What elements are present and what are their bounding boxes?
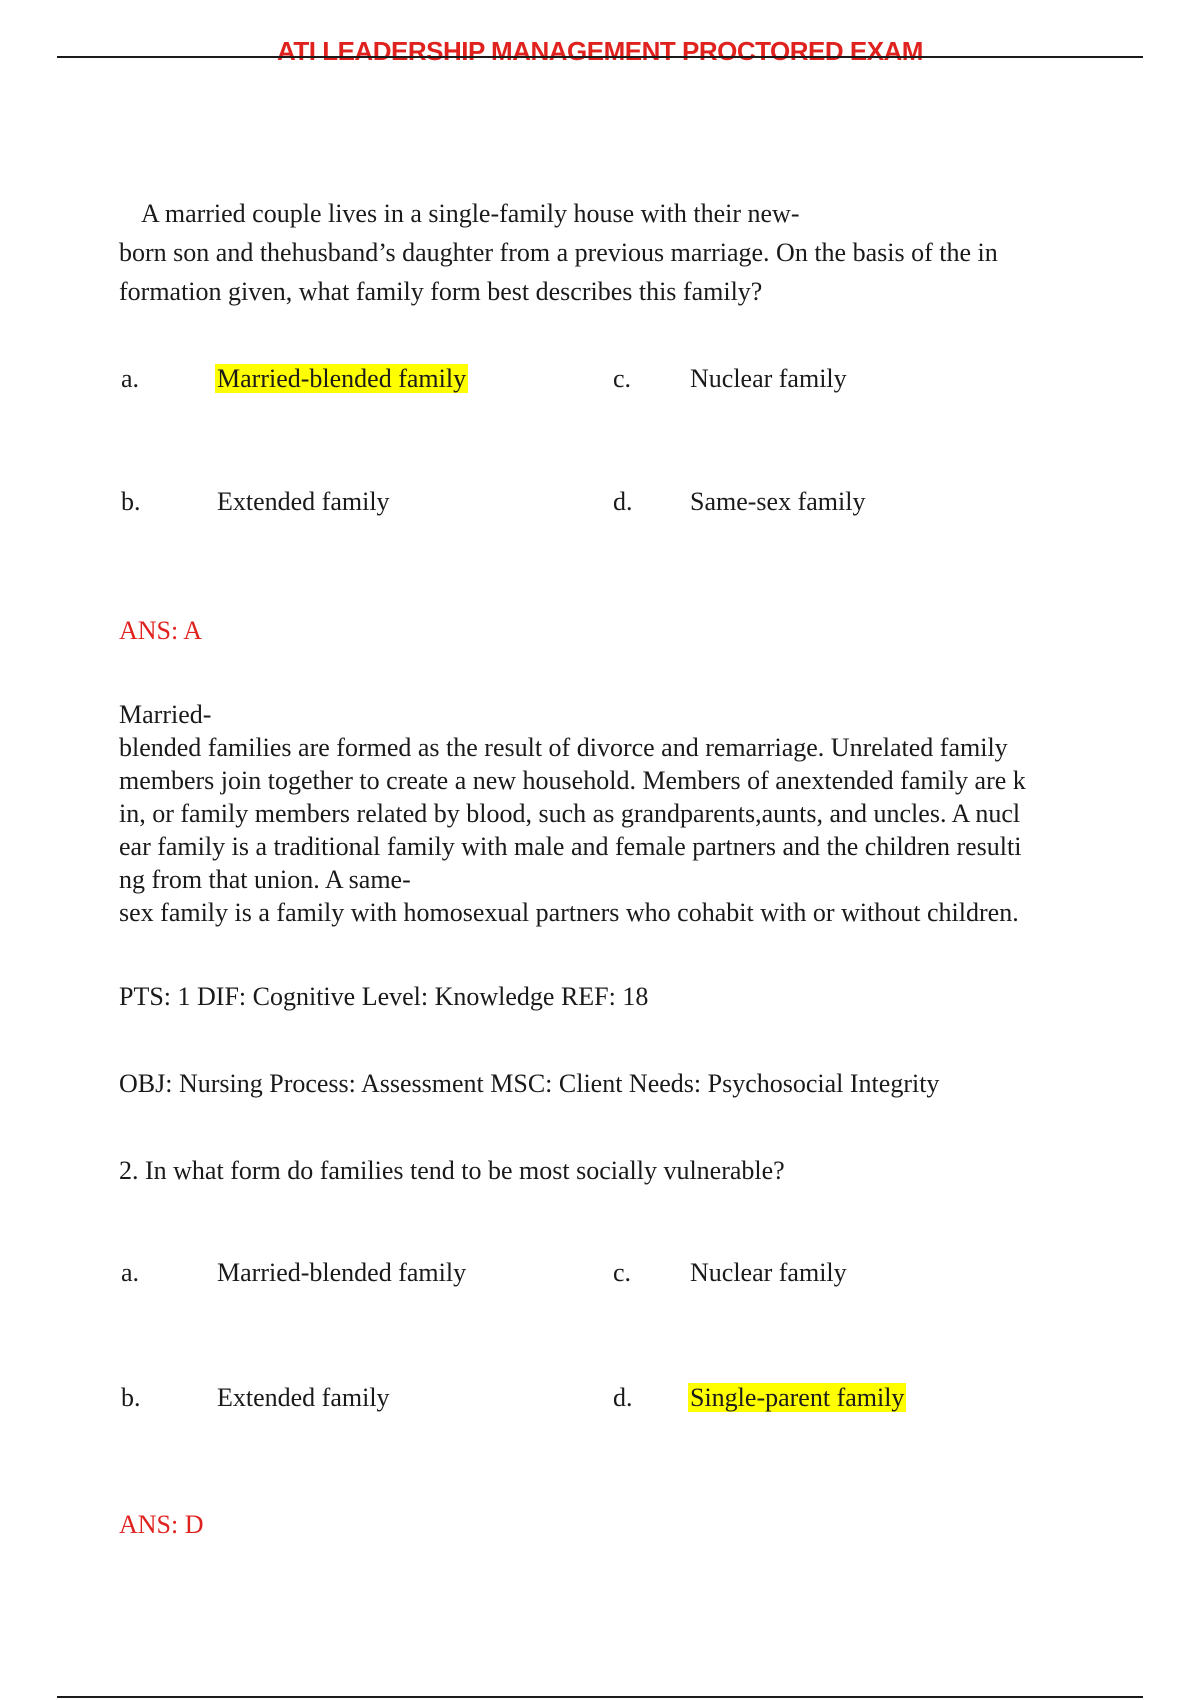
rationale-line: in, or family members related by blood, such as grandparents,aunts, and uncles. A nucl [119, 799, 1021, 828]
stem-line: A married couple lives in a single-family house with their new- [141, 199, 800, 228]
q2-option-b-text: Extended family [217, 1383, 390, 1412]
q2-option-c-text: Nuclear family [690, 1258, 847, 1287]
question-2-stem: 2. In what form do families tend to be most socially vulnerable? [119, 1156, 785, 1185]
rationale-line: sex family is a family with homosexual partners who cohabit with or without children. [119, 898, 1019, 927]
q1-option-c-text: Nuclear family [690, 364, 847, 393]
q1-rationale [119, 698, 1026, 929]
q2-option-d[interactable] [688, 1381, 906, 1415]
q2-option-d-letter: d. [613, 1383, 633, 1412]
q1-option-a-letter: a. [121, 364, 140, 393]
q2-option-a-letter: a. [121, 1258, 140, 1287]
q1-answer: ANS: A [119, 616, 203, 645]
q1-option-c[interactable] [690, 362, 847, 396]
q2-option-a-text: Married-blended family [217, 1258, 467, 1287]
q1-option-a-text: Married-blended family [217, 364, 467, 393]
footer-rule [57, 1696, 1143, 1698]
page-header-title: ATI LEADERSHIP MANAGEMENT PROCTORED EXAM [277, 36, 923, 66]
rationale-line: Married- [119, 700, 212, 729]
rationale-line: ng from that union. A same- [119, 865, 411, 894]
q2-answer: ANS: D [119, 1510, 204, 1539]
q1-option-d-text: Same-sex family [690, 487, 866, 516]
q1-option-a[interactable] [215, 362, 468, 396]
q2-option-a[interactable] [217, 1256, 466, 1290]
q2-option-b[interactable] [217, 1381, 390, 1415]
q2-option-c-letter: c. [613, 1258, 632, 1287]
q2-option-b-letter: b. [121, 1383, 141, 1412]
q1-option-b[interactable] [217, 485, 390, 519]
q1-option-b-letter: b. [121, 487, 141, 516]
q1-option-b-text: Extended family [217, 487, 390, 516]
q2-option-d-text: Single-parent family [690, 1383, 905, 1412]
q2-option-c[interactable] [690, 1256, 847, 1290]
stem-line: formation given, what family form best describes this family? [119, 277, 763, 306]
rationale-line: blended families are formed as the result of divorce and remarriage. Unrelated family [119, 733, 1008, 762]
stem-line: born son and thehusband’s daughter from a previous marriage. On the basis of the in [119, 238, 998, 267]
header-rule [57, 56, 1143, 58]
q1-pts-line: PTS: 1 DIF: Cognitive Level: Knowledge REF: 18 [119, 982, 649, 1011]
rationale-line: ear family is a traditional family with male and female partners and the children resulti [119, 832, 1022, 861]
rationale-line: members join together to create a new household. Members of anextended family are k [119, 766, 1026, 795]
q1-obj-line: OBJ: Nursing Process: Assessment MSC: Client Needs: Psychosocial Integrity [119, 1069, 940, 1098]
q1-option-c-letter: c. [613, 364, 632, 393]
question-1-stem [119, 194, 998, 311]
q1-option-d-letter: d. [613, 487, 633, 516]
q1-option-d[interactable] [690, 485, 865, 519]
